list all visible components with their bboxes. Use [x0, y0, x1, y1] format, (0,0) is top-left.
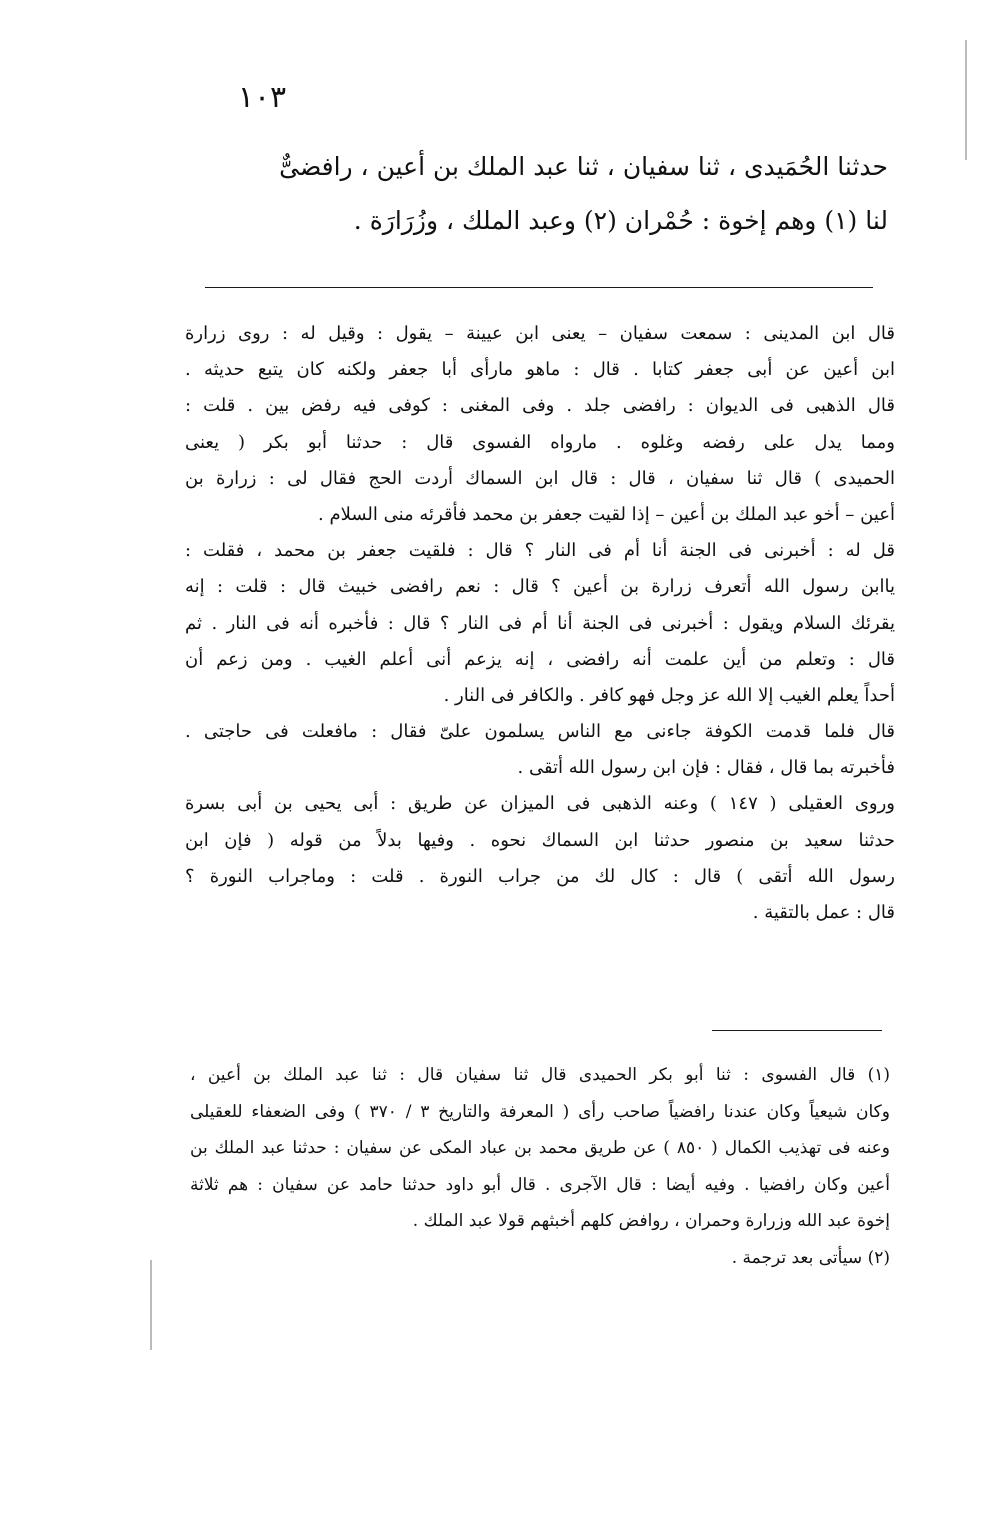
- commentary-line: يقرئك السلام ويقول : أخبرنى فى الجنة أنا أم فى النار ؟ قال : فأخبره أنه فى النار . ثم: [185, 612, 895, 634]
- commentary-line: قال : عمل بالتقية .: [752, 902, 895, 923]
- commentary-line: فأخبرته بما قال ، فقال : فإن ابن رسول الله أتقى .: [517, 757, 895, 779]
- commentary-line: وروى العقيلى ( ١٤٧ ) وعنه الذهبى فى الميزان عن طريق : أبى يحيى بن أبى بسرة: [185, 793, 895, 815]
- scan-margin-mark: [965, 40, 967, 160]
- main-text: [140, 140, 888, 248]
- commentary-line: الحميدى ) قال ثنا سفيان ، قال : قال ابن السماك أردت الحج فقال لى : زرارة بن: [185, 467, 895, 489]
- commentary-line: حدثنا سعيد بن منصور حدثنا ابن السماك نحوه . وفيها بدلاً من قوله ( فإن ابن: [185, 829, 895, 851]
- footnote-line: وعنه فى تهذيب الكمال ( ٨٥٠ ) عن طريق محمد بن عباد المكى عن سفيان : حدثنا عبد الملك بن: [190, 1138, 890, 1158]
- main-text-line: لنا (١) وهم إخوة : حُمْران (٢) وعبد الملك ، وزُرَارَة .: [353, 206, 888, 235]
- section-divider: [205, 287, 873, 288]
- commentary-line: قال فلما قدمت الكوفة جاءنى مع الناس يسلمون علىّ فقال : مافعلت فى حاجتى .: [185, 721, 895, 743]
- footnote-line: أعين وكان رافضيا . وفيه أيضا : قال الآجرى . قال أبو داود حدثنا حامد عن سفيان : هم ثلاثة: [190, 1174, 890, 1195]
- main-text-line: حدثنا الحُمَيدى ، ثنا سفيان ، ثنا عبد الملك بن أعين ، رافضىٌّ: [279, 152, 888, 181]
- commentary-line: رسول الله أتقى ) قال : كال لك من جراب النورة . قلت : وماجراب النورة ؟: [185, 865, 895, 887]
- footnote-line: وكان شيعياً وكان عندنا رافضياً صاحب رأى ( المعرفة والتاريخ ٣ / ٣٧٠ ) وفى الضعفاء للعقيلى: [190, 1101, 890, 1122]
- footnote-line: إخوة عبد الله وزرارة وحمران ، روافض كلهم أخبثهم قولا عبد الملك .: [412, 1211, 890, 1231]
- commentary-line: أعين – أخو عبد الملك بن أعين – إذا لقيت جعفر بن محمد فأقرئه منى السلام .: [318, 503, 895, 525]
- commentary-line: قال الذهبى فى الديوان : رافضى جلد . وفى المغنى : كوفى فيه رفض بين . قلت :: [185, 395, 895, 417]
- footnote-line: (٢) سيأتى بعد ترجمة .: [731, 1247, 890, 1268]
- footnotes-block: [190, 1057, 890, 1276]
- footnote-divider: [712, 1030, 882, 1031]
- commentary-line: ابن أعين عن أبى جعفر كتابا . قال : ماهو مارأى أبا جعفر ولكنه كان يتبع حديثه .: [185, 359, 895, 381]
- footnote-line: (١) قال الفسوى : ثنا أبو بكر الحميدى قال ثنا سفيان قال : ثنا عبد الملك بن أعين ،: [190, 1065, 890, 1085]
- commentary-line: ومما يدل على رفضه وغلوه . مارواه الفسوى قال : حدثنا أبو بكر ( يعنى: [185, 431, 895, 453]
- commentary-line: قل له : أخبرنى فى الجنة أنا أم فى النار ؟ قال : فلقيت جعفر بن محمد ، فقلت :: [185, 540, 895, 562]
- scan-margin-mark: [150, 1260, 152, 1350]
- commentary-line: أحداً يعلم الغيب إلا الله عز وجل فهو كافر . والكافر فى النار .: [443, 684, 895, 706]
- commentary-line: قال ابن المدينى : سمعت سفيان – يعنى ابن عيينة – يقول : وقيل له : روى زرارة: [185, 323, 895, 344]
- commentary-block: [185, 316, 895, 931]
- commentary-line: قال : وتعلم من أين علمت أنه رافضى ، إنه يزعم أنى أعلم الغيب . ومن زعم أن: [185, 648, 895, 670]
- page-number: ١٠٣: [237, 80, 287, 115]
- commentary-line: ياابن رسول الله أتعرف زرارة بن أعين ؟ قال : نعم رافضى خبيث قال : قلت : إنه: [185, 576, 895, 598]
